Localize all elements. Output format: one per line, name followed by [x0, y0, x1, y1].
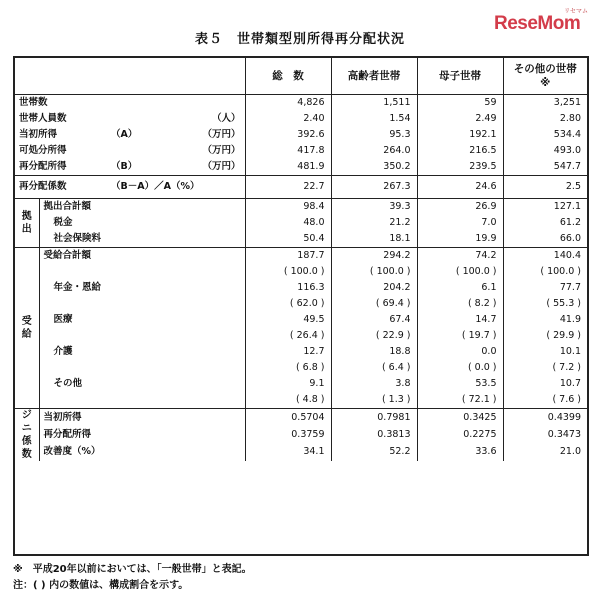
benefit-value-3: 10.7 [503, 376, 587, 392]
coef-value-3: 2.5 [503, 176, 587, 199]
gini-value-2: 0.2275 [417, 426, 503, 443]
row-label [15, 127, 245, 143]
benefit-share-2: ( 8.2 ) [417, 296, 503, 312]
row-mark: （B） [111, 161, 138, 172]
contrib-label: 社会保険料 [53, 233, 102, 244]
benefit-share-blank [39, 328, 245, 344]
coef-row [15, 176, 587, 199]
benefit-share-0: ( 100.0 ) [245, 264, 331, 280]
benefit-value-2: 74.2 [417, 248, 503, 265]
benefit-share-0: ( 62.0 ) [245, 296, 331, 312]
row-label-text: 可処分所得 [19, 145, 67, 156]
row-value-1: 1,511 [331, 95, 417, 112]
row-value-3: 2.80 [503, 111, 587, 127]
benefit-value-1: 204.2 [331, 280, 417, 296]
benefit-share-3: ( 100.0 ) [503, 264, 587, 280]
gini-value-1: 0.7981 [331, 409, 417, 427]
benefit-row [15, 312, 587, 328]
gini-label: 再分配所得 [43, 429, 92, 441]
contrib-value-3: 61.2 [503, 215, 587, 231]
benefit-row [15, 344, 587, 360]
contrib-side-label-char: 出 [21, 224, 32, 235]
gini-label: 当初所得 [39, 409, 245, 427]
header-blank [15, 58, 245, 95]
table-title: 表５ 世帯類型別所得再分配状況 [194, 32, 405, 47]
benefit-row [15, 248, 587, 265]
row-value-2: 59 [417, 95, 503, 112]
contrib-value-1: 39.3 [331, 199, 417, 216]
row-value-3: 534.4 [503, 127, 587, 143]
gini-row [15, 444, 587, 461]
benefit-share-row [15, 264, 587, 280]
gini-value-3: 0.4399 [503, 409, 587, 427]
benefit-share-3: ( 7.2 ) [503, 360, 587, 376]
contrib-label: 税金 [53, 217, 73, 228]
row-label [15, 95, 245, 112]
gini-value-0: 0.3759 [245, 426, 331, 443]
benefit-share-0: ( 26.4 ) [245, 328, 331, 344]
contrib-value-0: 50.4 [245, 231, 331, 248]
gini-label: 改善度（%） [43, 446, 101, 458]
gini-value-2: 33.6 [417, 444, 503, 461]
benefit-share-1: ( 100.0 ) [331, 264, 417, 280]
coef-value-0: 22.7 [245, 176, 331, 199]
col-other [503, 58, 587, 95]
benefit-share-3: ( 29.9 ) [503, 328, 587, 344]
gini-value-3: 0.3473 [503, 426, 587, 443]
contrib-row [15, 231, 587, 248]
row-value-1: 350.2 [331, 159, 417, 176]
benefit-value-1: 294.2 [331, 248, 417, 265]
contrib-row [15, 199, 587, 216]
benefit-value-3: 140.4 [503, 248, 587, 265]
gini-value-3: 21.0 [503, 444, 587, 461]
row-unit: （万円） [202, 145, 241, 156]
row-value-1: 95.3 [331, 127, 417, 143]
gini-value-0: 34.1 [245, 444, 331, 461]
benefit-label: その他 [53, 378, 83, 389]
row-label-text: 世帯人員数 [19, 113, 67, 124]
logo-ruby: リセマム [564, 8, 588, 15]
row-label-text: 世帯数 [19, 97, 48, 108]
benefit-share-row [15, 328, 587, 344]
contrib-value-3: 66.0 [503, 231, 587, 248]
row-value-2: 239.5 [417, 159, 503, 176]
row-unit: （人） [211, 113, 241, 124]
col-other-label: その他の世帯 [513, 63, 577, 75]
benefit-value-0: 9.1 [245, 376, 331, 392]
benefit-share-blank [39, 392, 245, 409]
logo-wordmark: ReseMom [494, 13, 581, 34]
row-value-0: 4,826 [245, 95, 331, 112]
benefit-share-1: ( 69.4 ) [331, 296, 417, 312]
row-value-3: 547.7 [503, 159, 587, 176]
benefit-value-0: 187.7 [245, 248, 331, 265]
contrib-value-2: 26.9 [417, 199, 503, 216]
gini-side-label-char: ニ [21, 423, 32, 434]
benefit-share-0: ( 4.8 ) [245, 392, 331, 409]
contrib-value-0: 48.0 [245, 215, 331, 231]
coef-value-2: 24.6 [417, 176, 503, 199]
footnote-1: ※ 平成20年以前においては、「一般世帯」と表記。 [13, 564, 252, 575]
contrib-row [15, 215, 587, 231]
row-label [15, 111, 245, 127]
gini-value-1: 52.2 [331, 444, 417, 461]
benefit-side-label [15, 248, 39, 409]
coef-label-text: 再分配係数 [19, 181, 67, 192]
row-label-text: 当初所得 [19, 129, 58, 140]
contrib-side-label-char: 拠 [21, 211, 32, 222]
gini-value-0: 0.5704 [245, 409, 331, 427]
row-value-2: 192.1 [417, 127, 503, 143]
contrib-value-3: 127.1 [503, 199, 587, 216]
gini-side-label-char: 係 [21, 436, 32, 447]
contrib-value-1: 18.1 [331, 231, 417, 248]
gini-side-label-char: 数 [21, 449, 32, 460]
row-value-2: 2.49 [417, 111, 503, 127]
row-unit: （万円） [202, 161, 241, 172]
contrib-side-label [15, 199, 39, 248]
row-value-1: 264.0 [331, 143, 417, 159]
benefit-value-0: 116.3 [245, 280, 331, 296]
benefit-value-2: 0.0 [417, 344, 503, 360]
contrib-label: 拠出合計額 [39, 199, 245, 216]
benefit-share-0: ( 6.8 ) [245, 360, 331, 376]
benefit-row [15, 280, 587, 296]
benefit-value-1: 67.4 [331, 312, 417, 328]
basic-row [15, 95, 587, 112]
row-label-text: 再分配所得 [19, 161, 67, 172]
benefit-value-2: 6.1 [417, 280, 503, 296]
gini-row [15, 409, 587, 427]
row-mark: （A） [111, 129, 138, 140]
basic-row [15, 143, 587, 159]
contrib-value-0: 98.4 [245, 199, 331, 216]
benefit-label: 介護 [53, 346, 73, 357]
contrib-value-1: 21.2 [331, 215, 417, 231]
coef-label [15, 176, 245, 199]
benefit-share-2: ( 72.1 ) [417, 392, 503, 409]
header-row [15, 58, 587, 95]
benefit-share-blank [39, 264, 245, 280]
row-value-3: 493.0 [503, 143, 587, 159]
gini-side-label-char: ジ [21, 410, 32, 421]
redistribution-table [13, 56, 589, 556]
benefit-value-3: 77.7 [503, 280, 587, 296]
gini-side-label [15, 409, 39, 462]
benefit-value-3: 41.9 [503, 312, 587, 328]
benefit-value-1: 18.8 [331, 344, 417, 360]
row-label [15, 159, 245, 176]
row-value-1: 1.54 [331, 111, 417, 127]
benefit-value-2: 53.5 [417, 376, 503, 392]
benefit-share-1: ( 6.4 ) [331, 360, 417, 376]
benefit-share-row [15, 296, 587, 312]
benefit-share-3: ( 7.6 ) [503, 392, 587, 409]
col-total: 総 数 [245, 58, 331, 95]
row-label [15, 143, 245, 159]
benefit-share-row [15, 360, 587, 376]
coef-value-1: 267.3 [331, 176, 417, 199]
row-value-0: 392.6 [245, 127, 331, 143]
benefit-value-0: 12.7 [245, 344, 331, 360]
col-elderly: 高齢者世帯 [331, 58, 417, 95]
basic-row [15, 127, 587, 143]
basic-row [15, 159, 587, 176]
benefit-share-blank [39, 360, 245, 376]
gini-value-1: 0.3813 [331, 426, 417, 443]
gini-row [15, 426, 587, 443]
row-unit: （万円） [202, 129, 241, 140]
benefit-label: 受給合計額 [39, 248, 245, 265]
contrib-value-2: 19.9 [417, 231, 503, 248]
basic-row [15, 111, 587, 127]
benefit-value-0: 49.5 [245, 312, 331, 328]
benefit-side-label-char: 給 [21, 329, 32, 340]
gini-value-2: 0.3425 [417, 409, 503, 427]
col-single-mother: 母子世帯 [417, 58, 503, 95]
benefit-value-1: 3.8 [331, 376, 417, 392]
contrib-value-2: 7.0 [417, 215, 503, 231]
benefit-share-2: ( 0.0 ) [417, 360, 503, 376]
benefit-share-1: ( 1.3 ) [331, 392, 417, 409]
benefit-share-2: ( 19.7 ) [417, 328, 503, 344]
benefit-label: 医療 [53, 314, 73, 325]
benefit-side-label-char: 受 [21, 316, 32, 327]
row-value-0: 417.8 [245, 143, 331, 159]
col-other-mark: ※ [540, 77, 551, 89]
benefit-value-3: 10.1 [503, 344, 587, 360]
row-value-3: 3,251 [503, 95, 587, 112]
row-value-0: 2.40 [245, 111, 331, 127]
benefit-share-1: ( 22.9 ) [331, 328, 417, 344]
benefit-row [15, 376, 587, 392]
benefit-share-3: ( 55.3 ) [503, 296, 587, 312]
footnote-2: 注：( ) 内の数値は、構成割合を示す。 [13, 580, 189, 591]
benefit-share-row [15, 392, 587, 409]
benefit-label: 年金・恩給 [53, 282, 102, 293]
benefit-share-2: ( 100.0 ) [417, 264, 503, 280]
benefit-share-blank [39, 296, 245, 312]
footnotes [13, 562, 252, 594]
coef-formula: （B－A）／A（%） [111, 181, 200, 192]
benefit-value-2: 14.7 [417, 312, 503, 328]
row-value-0: 481.9 [245, 159, 331, 176]
row-value-2: 216.5 [417, 143, 503, 159]
